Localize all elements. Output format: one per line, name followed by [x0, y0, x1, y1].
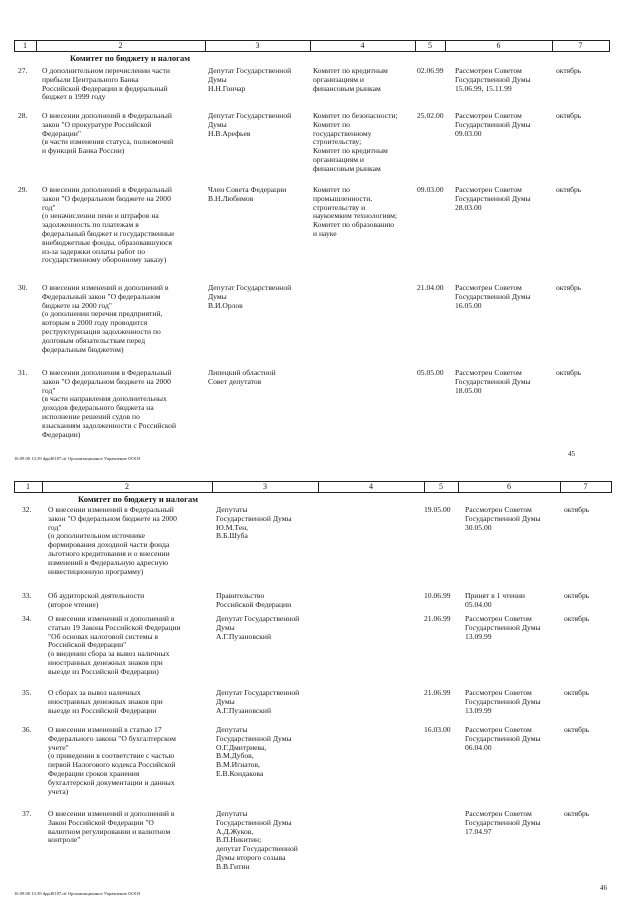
date: 10.06.99: [424, 591, 451, 600]
date: 05.05.00: [417, 368, 444, 377]
committee: Комитет по безопасности; Комитет по государственному строительству; Комитет по кредитным организациям и финансовым рынкам: [313, 111, 398, 173]
page-footer: 16.09.00 13:39 dpp40187.rtf Организационное Управление ОООЗ: [14, 891, 141, 896]
bill-title: О сборах за вывоз наличных иностранных денежных знаков при выезде из Российской Федерации: [48, 688, 163, 715]
column-header: 2: [125, 482, 129, 491]
month: октябрь: [556, 66, 582, 75]
row-number: 33.: [22, 591, 32, 600]
column-header: 5: [439, 482, 443, 491]
header-divider: [609, 40, 610, 52]
month: октябрь: [564, 505, 590, 514]
status: Рассмотрен Советом Государственной Думы 18.05.00: [455, 368, 531, 395]
status: Рассмотрен Советом Государственной Думы 16.05.00: [455, 283, 531, 310]
header-bottom-rule: [14, 51, 609, 52]
column-header: 3: [255, 41, 260, 50]
column-header: 7: [583, 482, 588, 491]
row-number: 27.: [18, 66, 28, 75]
month: октябрь: [556, 368, 582, 377]
row-number: 37.: [22, 809, 32, 818]
row-number: 35.: [22, 688, 32, 697]
status: Рассмотрен Советом Государственной Думы 13.09.99: [465, 614, 541, 641]
header-bottom-rule: [14, 492, 611, 493]
month: октябрь: [564, 809, 590, 818]
bill-title: О внесении дополнений в Федеральный закон "О федеральном бюджете на 2000 год" (о неначислении пени и штрафов на задолженность по платежам в федеральный бюджет и государственные внебюджетные фонды, образовавшуюся из-за задержки оплаты работ по государственному оборонному заказу): [42, 185, 175, 265]
bill-title: О внесении дополнений в Федеральный закон "О прокуратуре Российской Федерации" (в части изменения статуса, полномочий и функций Банка России): [42, 111, 174, 156]
row-number: 36.: [22, 725, 32, 734]
column-header: 5: [428, 41, 432, 50]
bill-author: Член Совета Федерации В.Н.Любимов: [208, 185, 287, 203]
month: октябрь: [564, 591, 590, 600]
bill-title: О внесении изменений и дополнений в Закон Российской Федерации "О валютном регулировании и валютном контроле": [48, 809, 175, 845]
status: Принят в 1 чтении 05.04.00: [465, 591, 525, 609]
row-number: 30.: [18, 283, 28, 292]
row-number: 31.: [18, 368, 28, 377]
row-number: 28.: [18, 111, 28, 120]
status: Рассмотрен Советом Государственной Думы 09.03.00: [455, 111, 531, 138]
bill-title: О внесении изменений и дополнений в статью 19 Закона Российской Федерации "Об основах налоговой системы в Российской Федерации" (о введении сбора за вывоз наличных иностранных денежных знаков при выезде из Российской Федерации): [48, 614, 181, 676]
column-header: 6: [507, 482, 511, 491]
month: октябрь: [564, 725, 590, 734]
column-header: 1: [26, 482, 30, 491]
section-title: Комитет по бюджету и налогам: [78, 494, 199, 504]
row-number: 34.: [22, 614, 32, 623]
month: октябрь: [556, 185, 582, 194]
date: 09.03.00: [417, 185, 444, 194]
bill-title: О внесении дополнения в Федеральный закон "О федеральном бюджете на 2000 год" (в части направления дополнительных доходов федерального бюджета на исполнение решений судов по взысканиям задолженности с Российской Федерации): [42, 368, 177, 439]
bill-title: О внесении изменений в Федеральный закон "О федеральном бюджете на 2000 год" (о дополнительном источнике формирования доходной части фонда льготного кредитования и о внесении изменений в Федеральную адресную инвестиционную программу): [48, 505, 177, 576]
page-number: 45: [568, 450, 575, 458]
bill-author: Депутат Государственной Думы В.И.Орлов: [208, 283, 292, 310]
bill-title: О дополнительном перечислении части прибыли Центрального Банка Российской Федерации в федеральный бюджет в 1999 году: [42, 66, 170, 102]
page-number: 46: [600, 884, 607, 892]
column-header: 7: [578, 41, 583, 50]
bill-author: Правительство Российской Федерации: [216, 591, 292, 609]
bill-author: Депутаты Государственной Думы О.Г.Дмитриева, В.М.Дубов, В.М.Игнатов, Е.В.Кондакова: [216, 725, 292, 778]
bill-title: О внесении изменений и дополнений в Федеральный закон "О федеральном бюджете на 2000 год" (о дополнении перечня предприятий, которым в 2000 году проводится реструктуризация задолженности по долговым обязательствам перед федеральным бюджетом): [42, 283, 169, 354]
date: 19.05.00: [424, 505, 451, 514]
status: Рассмотрен Советом Государственной Думы 30.05.00: [465, 505, 541, 532]
bill-title: О внесении изменений в статью 17 Федерального закона "О бухгалтерском учете" (о приведении в соответствие с частью первой Налогового кодекса Российской Федерации сроков хранения бухгалтерской документации и данных учета): [48, 725, 176, 796]
bill-author: Липецкий областной Совет депутатов: [208, 368, 276, 386]
header-divider: [611, 481, 612, 493]
bill-author: Депутаты Государственной Думы А.Д.Жуков, В.П.Никитин; депутат Государственной Думы второго созыва В.В.Гитин: [216, 809, 298, 871]
date: 25.02.00: [417, 111, 444, 120]
date: 02.06.99: [417, 66, 444, 75]
month: октябрь: [556, 111, 582, 120]
column-header: 4: [369, 482, 373, 491]
row-number: 32.: [22, 505, 32, 514]
bill-title: Об аудиторской деятельности (второе чтение): [48, 591, 145, 609]
column-header: 2: [118, 41, 123, 50]
column-header: 1: [23, 41, 27, 50]
bill-author: Депутат Государственной Думы А.Г.Пузановский: [216, 688, 300, 715]
row-number: 29.: [18, 185, 28, 194]
committee: Комитет по промышленности, строительству и наукоемким технологиям; Комитет по образованию и науке: [313, 185, 397, 238]
bill-author: Депутат Государственной Думы А.Г.Пузановский: [216, 614, 300, 641]
status: Рассмотрен Советом Государственной Думы 15.06.99, 15.11.99: [455, 66, 531, 93]
date: 16.03.00: [424, 725, 451, 734]
section-title: Комитет по бюджету и налогам: [70, 53, 191, 63]
column-header: 6: [496, 41, 501, 50]
column-header: 4: [360, 41, 365, 50]
committee: Комитет по кредитным организациям и финансовым рынкам: [313, 66, 388, 93]
month: октябрь: [564, 688, 590, 697]
page-footer: 16.09.00 13:39 dpp40187.rtf Организационное Управление ОООЗ: [14, 456, 141, 461]
date: 21.04.00: [417, 283, 444, 292]
date: 21.06.99: [424, 688, 451, 697]
status: Рассмотрен Советом Государственной Думы 28.03.00: [455, 185, 531, 212]
status: Рассмотрен Советом Государственной Думы 06.04.00: [465, 725, 541, 752]
bill-author: Депутат Государственной Думы Н.Н.Гончар: [208, 66, 292, 93]
month: октябрь: [556, 283, 582, 292]
date: 21.06.99: [424, 614, 451, 623]
status: Рассмотрен Советом Государственной Думы 13.09.99: [465, 688, 541, 715]
status: Рассмотрен Советом Государственной Думы 17.04.97: [465, 809, 541, 836]
bill-author: Депутат Государственной Думы Н.В.Арефьев: [208, 111, 292, 138]
bill-author: Депутаты Государственной Думы Ю.М.Тен, В.Б.Шуба: [216, 505, 292, 541]
column-header: 3: [263, 482, 267, 491]
month: октябрь: [564, 614, 590, 623]
